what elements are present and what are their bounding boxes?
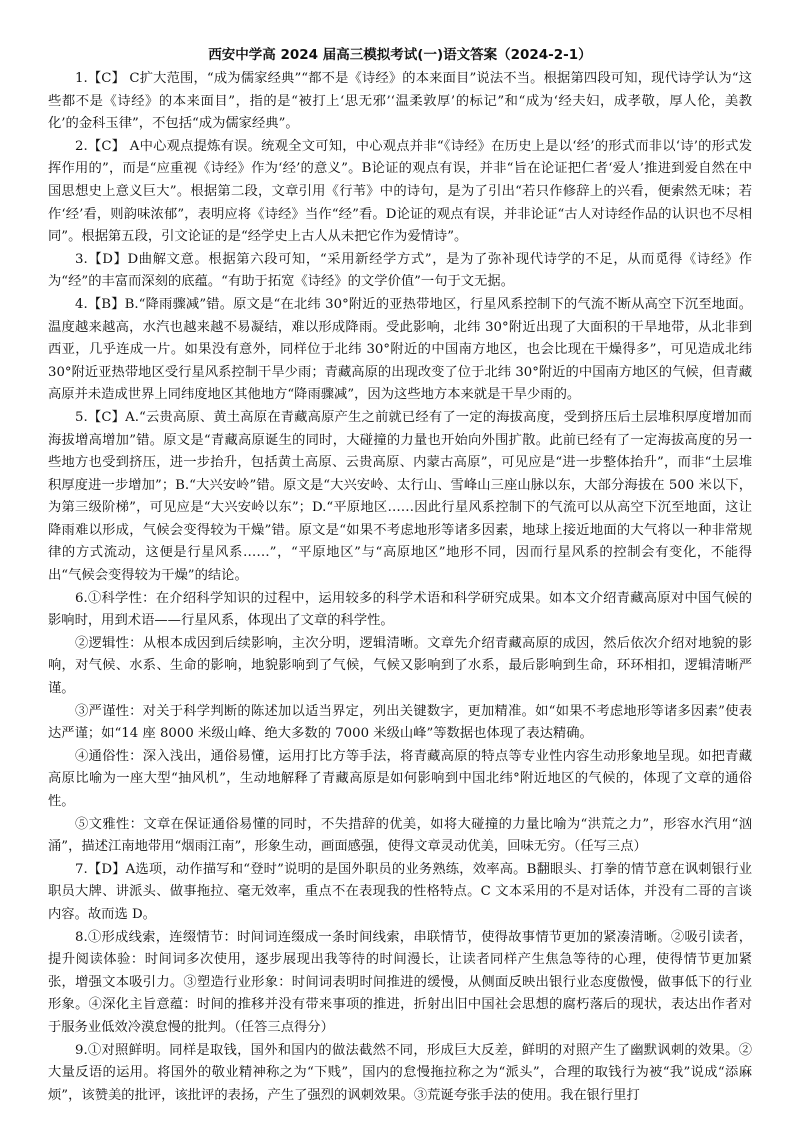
answer-paragraph: ③严谨性：对关于科学判断的陈述加以适当界定，列出关键数字，更加精准。如“如果不考虑地形等诸多因素”使表达严谨；如“14 座 8000 米级山峰、绝大多数的 7000 米级山峰”等数据也体现了表达精确。 xyxy=(48,703,752,742)
answer-paragraph: ②逻辑性：从根本成因到后续影响，主次分明，逻辑清晰。文章先介绍青藏高原的成因，然后依次介绍对地貌的影响，对气候、水系、生命的影响，地貌影响到了气候，气候又影响到了水系，最后影响到生命，环环相扣，逻辑清晰严谨。 xyxy=(48,635,752,697)
answer-paragraph: ④通俗性：深入浅出，通俗易懂，运用打比方等手法，将青藏高原的特点等专业性内容生动形象地呈现。如把青藏高原比喻为一座大型“抽风机”，生动地解释了青藏高原是如何影响到中国北纬°附近地区的气候的，体现了文章的通俗性。 xyxy=(48,748,752,809)
answer-paragraph: 9.①对照鲜明。同样是取钱，国外和国内的做法截然不同，形成巨大反差，鲜明的对照产生了幽默讽刺的效果。②大量反语的运用。将国外的敬业精神称之为“下贱”，国内的怠慢拖拉称之为“派头”，合理的取钱行为被“我”说成“添麻烦”，该赞美的批评，该批评的表扬，产生了强烈的讽刺效果。③荒诞夸张手法的使用。我在银行里打 xyxy=(48,1042,752,1103)
answer-paragraph: 6.①科学性：在介绍科学知识的过程中，运用较多的科学术语和科学研究成果。如本文介绍青藏高原对中国气候的影响时，用到术语——行星风系，体现出了文章的科学性。 xyxy=(48,590,752,629)
answer-paragraph: 1.【C】 C扩大范围，“成为儒家经典”“都不是《诗经》的本来面目”说法不当。根据第四段可知，现代诗学认为“这些都不是《诗经》的本来面目”，指的是“被打上‘思无邪’‘温柔敦厚’的标记”和“成为‘经夫妇，成孝敬，厚人伦，美教化’的金科玉律”，不包括“成为儒家经典”。 xyxy=(48,71,752,132)
answer-body xyxy=(48,68,752,1107)
page-title: 西安中学高 2024 届高三模拟考试(一)语文答案（2024-2-1） xyxy=(208,47,592,63)
answer-paragraph: ⑤文雅性：文章在保证通俗易懂的同时，不失措辞的优美，如将大碰撞的力量比喻为“洪荒之力”，形容水汽用“汹涌”，描述江南地带用“烟雨江南”，形象生动，画面感强，使得文章灵动优美，回味无穷。（任写三点） xyxy=(48,816,752,855)
answer-paragraph: 2.【C】 A中心观点提炼有误。统观全文可知，中心观点并非“《诗经》在历史上是以‘经’的形式而非以‘诗’的形式发挥作用的”，而是“应重视《诗经》作为‘经’的意义”。B论证的观点有误，并非“旨在论证把仁者‘爱人’推进到爱自然在中国思想史上意义巨大”。根据第二段，文章引用《行苇》中的诗句，是为了引出“若只作修辞上的兴看，便索然无味；若作‘经’看，则韵味浓郁”，表明应将《诗经》当作“经”看。D论证的观点有误，并非论证“古人对诗经作品的认识也不尽相同”。根据第五段，引文论证的是“经学史上古人从未把它作为爱情诗”。 xyxy=(48,138,752,245)
answer-paragraph: 3.【D】D曲解文意。根据第六段可知，“采用新经学方式”，是为了弥补现代诗学的不足，从而觅得《诗经》作为“经”的丰富而深刻的底蕴。“有助于拓宽《诗经》的文学价值”一句于文无据。 xyxy=(48,251,752,290)
answer-page xyxy=(48,44,752,1107)
answer-paragraph: 5.【C】A.“云贵高原、黄土高原在青藏高原产生之前就已经有了一定的海拔高度，受到挤压后土层堆积厚度增加而海拔增高增加”错。原文是“青藏高原诞生的同时，大碰撞的力量也开始向外围扩散。此前已经有了一定海拔高度的另一些地方也受到挤压，进一步抬升，包括黄土高原、云贵高原、内蒙古高原”，可见应是“进一步整体抬升”，而非“土层堆积厚度进一步增加”；B.“大兴安岭”错。原文是“大兴安岭、太行山、雪峰山三座山脉以东，大部分海拔在 500 米以下，为第三级阶梯”，可见应是“大兴安岭以东”；D.“平原地区……因此行星风系控制下的气流可以从高空下沉至地面，这让降雨难以形成，气候会变得较为干燥”错。原文是“如果不考虑地形等诸多因素，地球上接近地面的大气将以一种非常规律的方式流动，这便是行星风系……”，“平原地区”与“高原地区”地形不同，因而行星风系的控制会有变化，不能得出“气候会变得较为干燥”的结论。 xyxy=(48,409,752,584)
answer-paragraph: 4.【B】B.“降雨骤减”错。原文是“在北纬 30°附近的亚热带地区，行星风系控制下的气流不断从高空下沉至地面。温度越来越高，水汽也越来越不易凝结，难以形成降雨。受此影响，北纬 30°附近出现了大面积的干旱地带，从北非到西亚，几乎连成一片。如果没有意外，同样位于北纬 30°附近的中国南方地区，也会比现在干燥得多”，可见造成北纬 30°附近亚热带地区受行星风系控制干旱少雨；青藏高原的出现改变了位于北纬 30°附近的中国南方地区的气候，但青藏高原并未造成世界上同纬度地区其他地方“降雨骤减”，因为这些地方本来就是干旱少雨的。 xyxy=(48,296,752,403)
answer-paragraph: 8.①形成线索，连缀情节：时间词连缀成一条时间线索，串联情节，使得故事情节更加的紧凑清晰。②吸引读者，提升阅读体验：时间词多次使用，逐步展现出我等待的时间漫长，让读者同样产生焦急等待的心理，使得情节更加紧张，增强文本吸引力。③塑造行业形象：时间词表明时间推进的缓慢，从侧面反映出银行业态度傲慢，做事低下的行业形象。④深化主旨意蕴：时间的推移并没有带来事项的推进，折射出旧中国社会思想的腐朽落后的现状，表达出作者对于服务业低效冷漠怠慢的批判。（任答三点得分） xyxy=(48,929,752,1035)
answer-paragraph: 7.【D】A选项，动作描写和“登时”说明的是国外职员的业务熟练，效率高。B翻眼头、打拳的情节意在讽刺银行业职员大牌、讲派头、做事拖拉、毫无效率，重点不在表现我的性格特点。C 文本采用的不是对话体，并没有二哥的言谈内容。故而选 D。 xyxy=(48,861,752,922)
